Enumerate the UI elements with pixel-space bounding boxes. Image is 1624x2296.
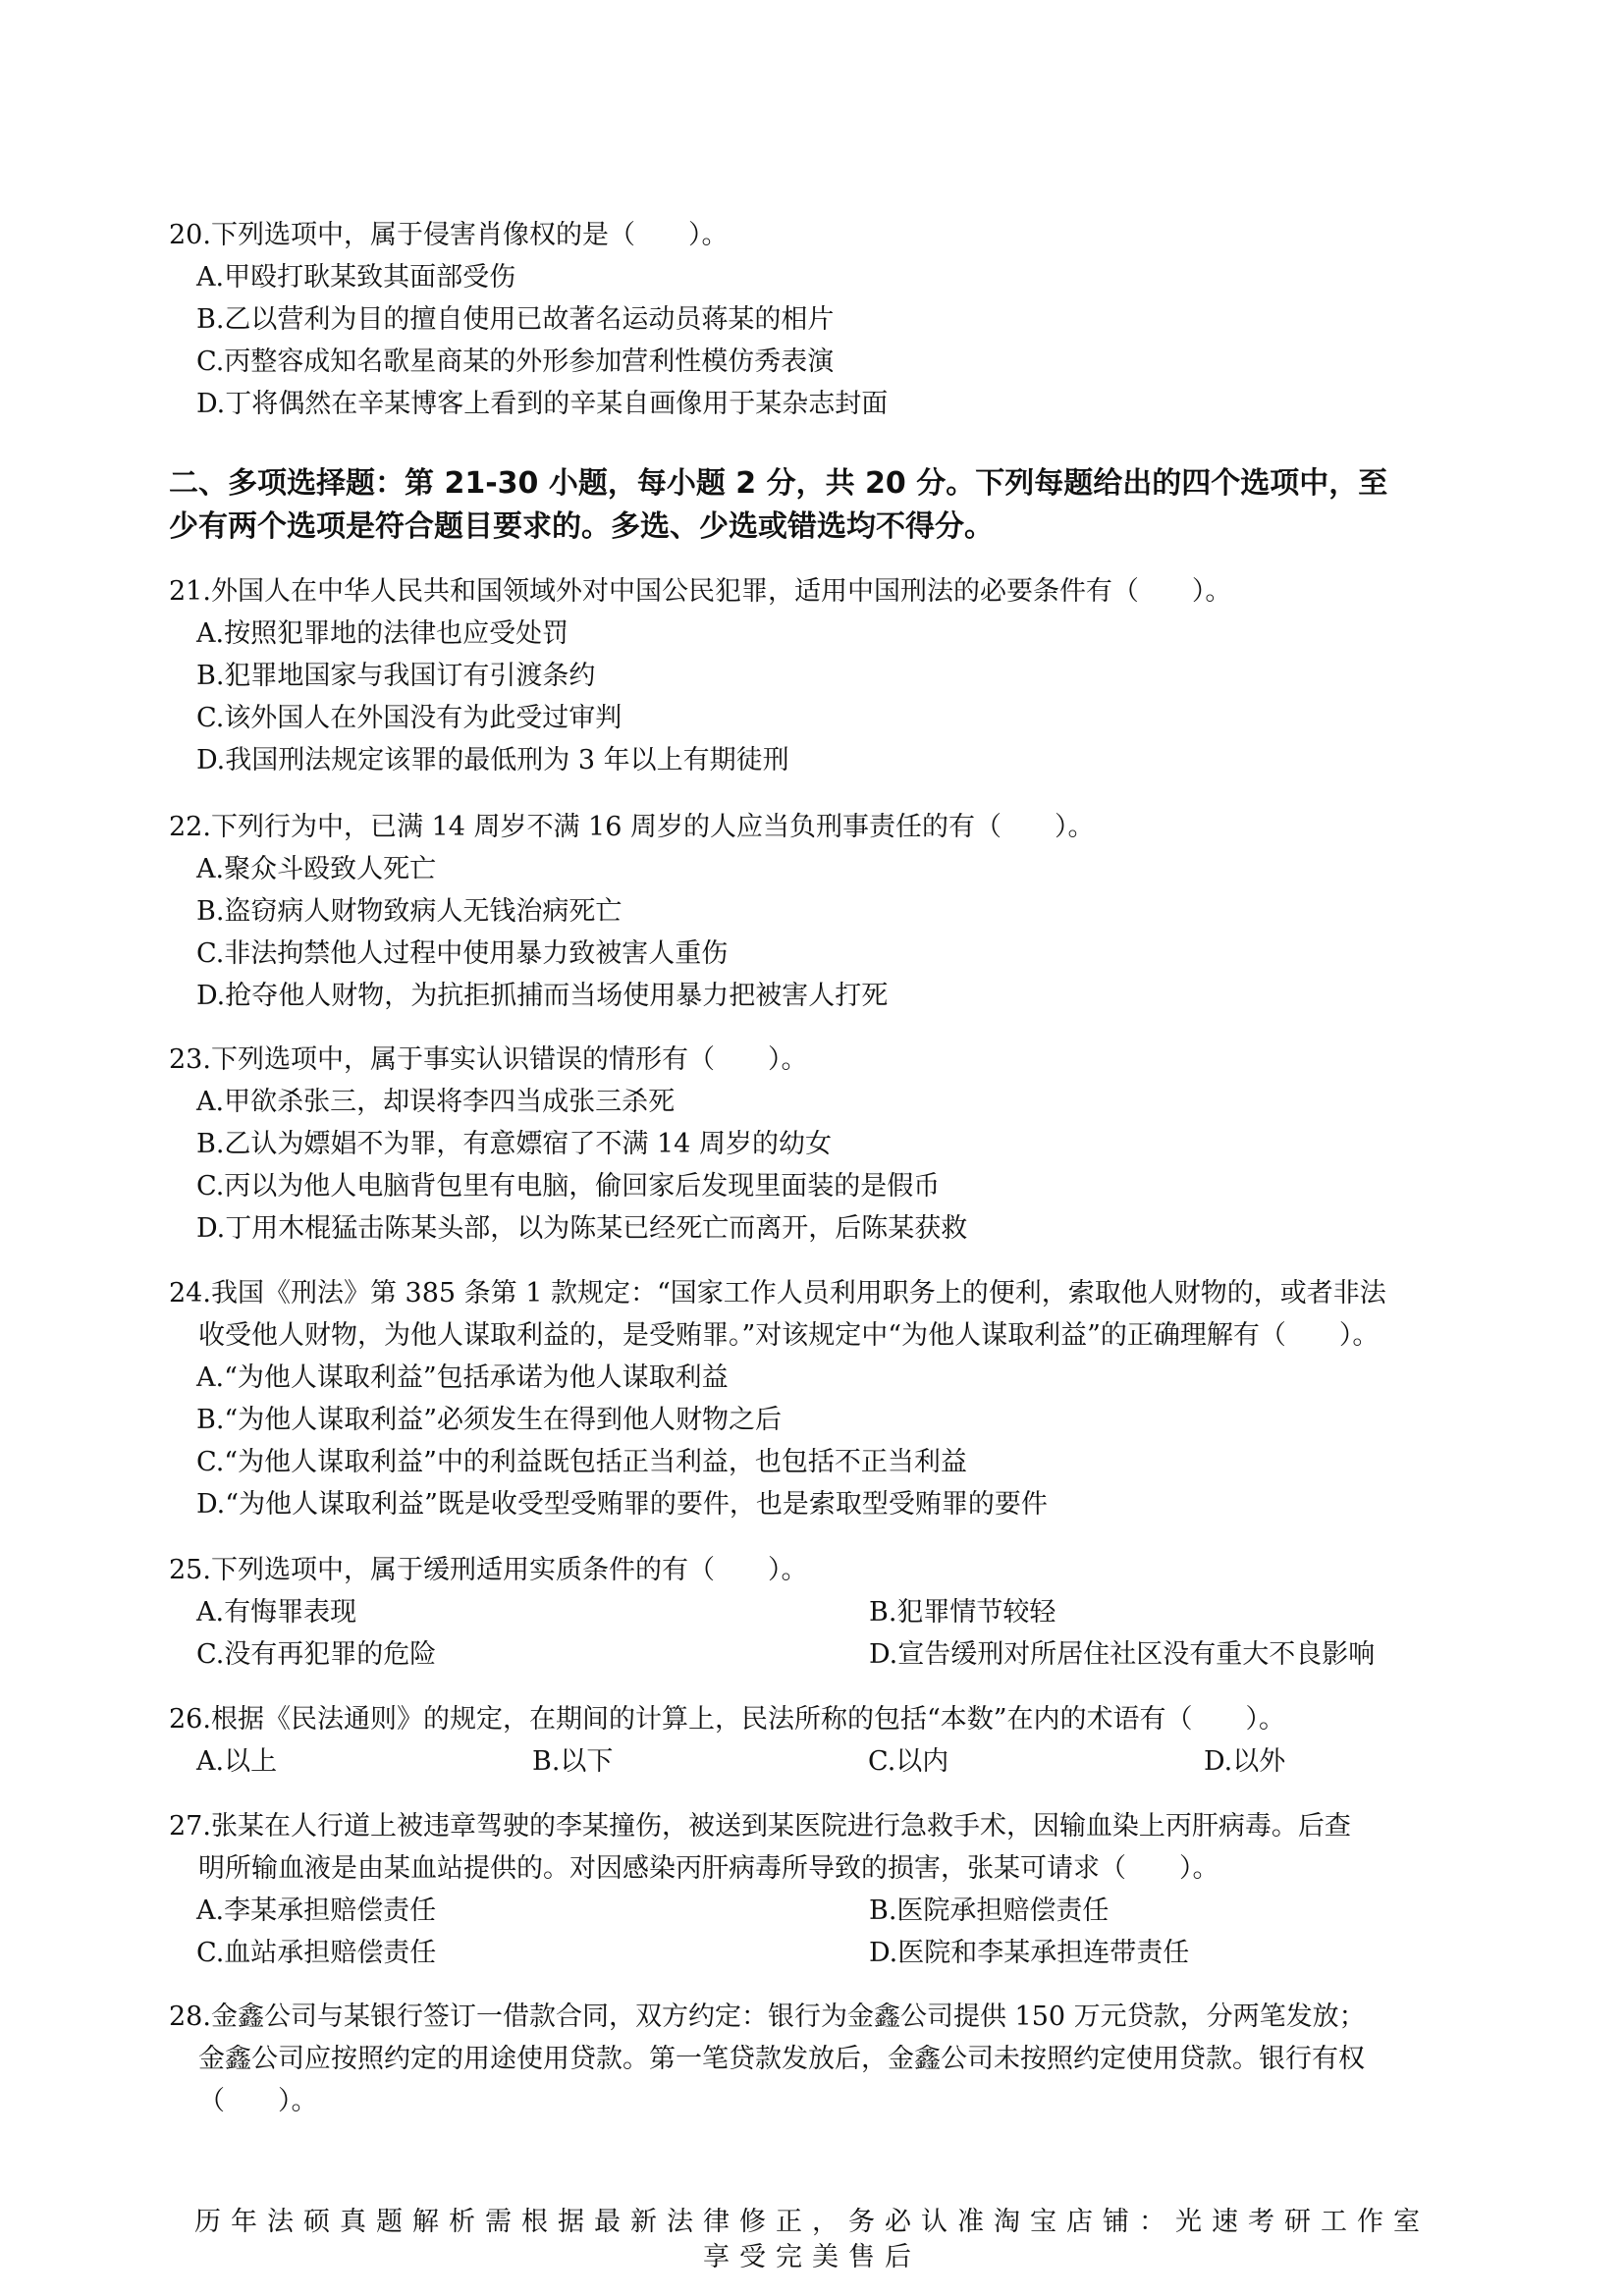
option-d: D.以外 bbox=[1204, 1746, 1286, 1777]
option-d: D.“为他人谋取利益”既是收受型受贿罪的要件，也是索取型受贿罪的要件 bbox=[196, 1489, 1048, 1520]
option-b: B.犯罪地国家与我国订有引渡条约 bbox=[196, 661, 596, 691]
question-stem-continued: 明所输血液是由某血站提供的。对因感染丙肝病毒所导致的损害，张某可请求（ ）。 bbox=[198, 1853, 1219, 1884]
option-b: B.乙认为嫖娼不为罪，有意嫖宿了不满 14 周岁的幼女 bbox=[196, 1129, 832, 1159]
question-stem: 27.张某在人行道上被违章驾驶的李某撞伤，被送到某医院进行急救手术，因输血染上丙肝病毒。后查 bbox=[169, 1811, 1351, 1842]
option-b: B.犯罪情节较轻 bbox=[869, 1597, 1056, 1628]
option-c: C.以内 bbox=[868, 1746, 949, 1777]
option-d: D.丁用木棍猛击陈某头部，以为陈某已经死亡而离开，后陈某获救 bbox=[196, 1213, 968, 1244]
option-c: C.非法拘禁他人过程中使用暴力致被害人重伤 bbox=[196, 938, 729, 969]
option-row bbox=[169, 1740, 1485, 1783]
question-27 bbox=[169, 1805, 1485, 1974]
option-a: A.以上 bbox=[196, 1746, 278, 1777]
option-c: C.血站承担赔偿责任 bbox=[196, 1938, 437, 1968]
option-row bbox=[169, 1591, 1485, 1633]
option-a: A.“为他人谋取利益”包括承诺为他人谋取利益 bbox=[196, 1362, 729, 1393]
option-c: C.该外国人在外国没有为此受过审判 bbox=[196, 703, 623, 733]
footer-notice bbox=[0, 2205, 1624, 2275]
option-a: A.有悔罪表现 bbox=[196, 1597, 357, 1628]
question-28 bbox=[169, 1996, 1485, 2122]
option-c: C.“为他人谋取利益”中的利益既包括正当利益，也包括不正当利益 bbox=[196, 1447, 967, 1477]
option-d: D.医院和李某承担连带责任 bbox=[869, 1938, 1190, 1968]
option-a: A.甲欲杀张三，却误将李四当成张三杀死 bbox=[196, 1087, 676, 1117]
question-stem: 28.金鑫公司与某银行签订一借款合同，双方约定：银行为金鑫公司提供 150 万元贷款，分两笔发放； bbox=[169, 2002, 1366, 2032]
option-b: B.盗窃病人财物致病人无钱治病死亡 bbox=[196, 896, 623, 927]
question-25 bbox=[169, 1549, 1485, 1676]
question-stem: 26.根据《民法通则》的规定，在期间的计算上，民法所称的包括“本数”在内的术语有（ ）。 bbox=[169, 1704, 1286, 1735]
option-b: B.以下 bbox=[532, 1746, 614, 1777]
question-22 bbox=[169, 806, 1485, 1017]
option-d: D.抢夺他人财物，为抗拒抓捕而当场使用暴力把被害人打死 bbox=[196, 981, 889, 1011]
question-stem: 22.下列行为中，已满 14 周岁不满 16 周岁的人应当负刑事责任的有（ ）。 bbox=[169, 812, 1095, 842]
section-heading-multiple-choice bbox=[169, 462, 1485, 549]
question-stem: 20.下列选项中，属于侵害肖像权的是（ ）。 bbox=[169, 220, 729, 250]
option-c: C.丙整容成知名歌星商某的外形参加营利性模仿秀表演 bbox=[196, 347, 835, 377]
footer-line: 享受完美售后 bbox=[703, 2242, 921, 2272]
question-23 bbox=[169, 1039, 1485, 1250]
question-stem: 21.外国人在中华人民共和国领域外对中国公民犯罪，适用中国刑法的必要条件有（ ）。 bbox=[169, 576, 1232, 607]
option-row bbox=[169, 1890, 1485, 1932]
option-c: C.丙以为他人电脑背包里有电脑，偷回家后发现里面装的是假币 bbox=[196, 1171, 941, 1201]
option-a: A.按照犯罪地的法律也应受处罚 bbox=[196, 618, 569, 649]
option-row bbox=[169, 1932, 1485, 1974]
option-d: D.宣告缓刑对所居住社区没有重大不良影响 bbox=[869, 1639, 1376, 1670]
option-b: B.“为他人谋取利益”必须发生在得到他人财物之后 bbox=[196, 1405, 783, 1435]
question-24 bbox=[169, 1272, 1485, 1525]
footer-line: 历年法硕真题解析需根据最新法律修正，务必认准淘宝店铺：光速考研工作室 bbox=[194, 2207, 1430, 2237]
question-stem: 23.下列选项中，属于事实认识错误的情形有（ ）。 bbox=[169, 1044, 808, 1075]
option-d: D.丁将偶然在辛某博客上看到的辛某自画像用于某杂志封面 bbox=[196, 389, 889, 419]
option-b: B.医院承担赔偿责任 bbox=[869, 1896, 1110, 1926]
option-a: A.李某承担赔偿责任 bbox=[196, 1896, 437, 1926]
option-a: A.聚众斗殴致人死亡 bbox=[196, 854, 437, 884]
question-stem-continued: 金鑫公司应按照约定的用途使用贷款。第一笔贷款发放后，金鑫公司未按照约定使用贷款。银行有权 bbox=[198, 2044, 1365, 2074]
question-stem-continued: （ ）。 bbox=[198, 2086, 318, 2116]
option-a: A.甲殴打耿某致其面部受伤 bbox=[196, 262, 516, 293]
section-heading-line: 少有两个选项是符合题目要求的。多选、少选或错选均不得分。 bbox=[169, 509, 994, 544]
option-d: D.我国刑法规定该罪的最低刑为 3 年以上有期徒刑 bbox=[196, 745, 789, 775]
option-row bbox=[169, 1633, 1485, 1676]
question-stem: 25.下列选项中，属于缓刑适用实质条件的有（ ）。 bbox=[169, 1555, 808, 1585]
question-21 bbox=[169, 570, 1485, 781]
question-stem: 24.我国《刑法》第 385 条第 1 款规定：“国家工作人员利用职务上的便利，索取他人财物的，或者非法 bbox=[169, 1278, 1386, 1308]
question-stem-continued: 收受他人财物，为他人谋取利益的，是受贿罪。”对该规定中“为他人谋取利益”的正确理解有（ ）。 bbox=[198, 1320, 1380, 1351]
question-20 bbox=[169, 214, 1485, 425]
question-26 bbox=[169, 1698, 1485, 1783]
option-b: B.乙以营利为目的擅自使用已故著名运动员蒋某的相片 bbox=[196, 304, 835, 335]
section-heading-line: 二、多项选择题：第 21-30 小题，每小题 2 分，共 20 分。下列每题给出的四个选项中，至 bbox=[169, 466, 1388, 501]
option-c: C.没有再犯罪的危险 bbox=[196, 1639, 437, 1670]
